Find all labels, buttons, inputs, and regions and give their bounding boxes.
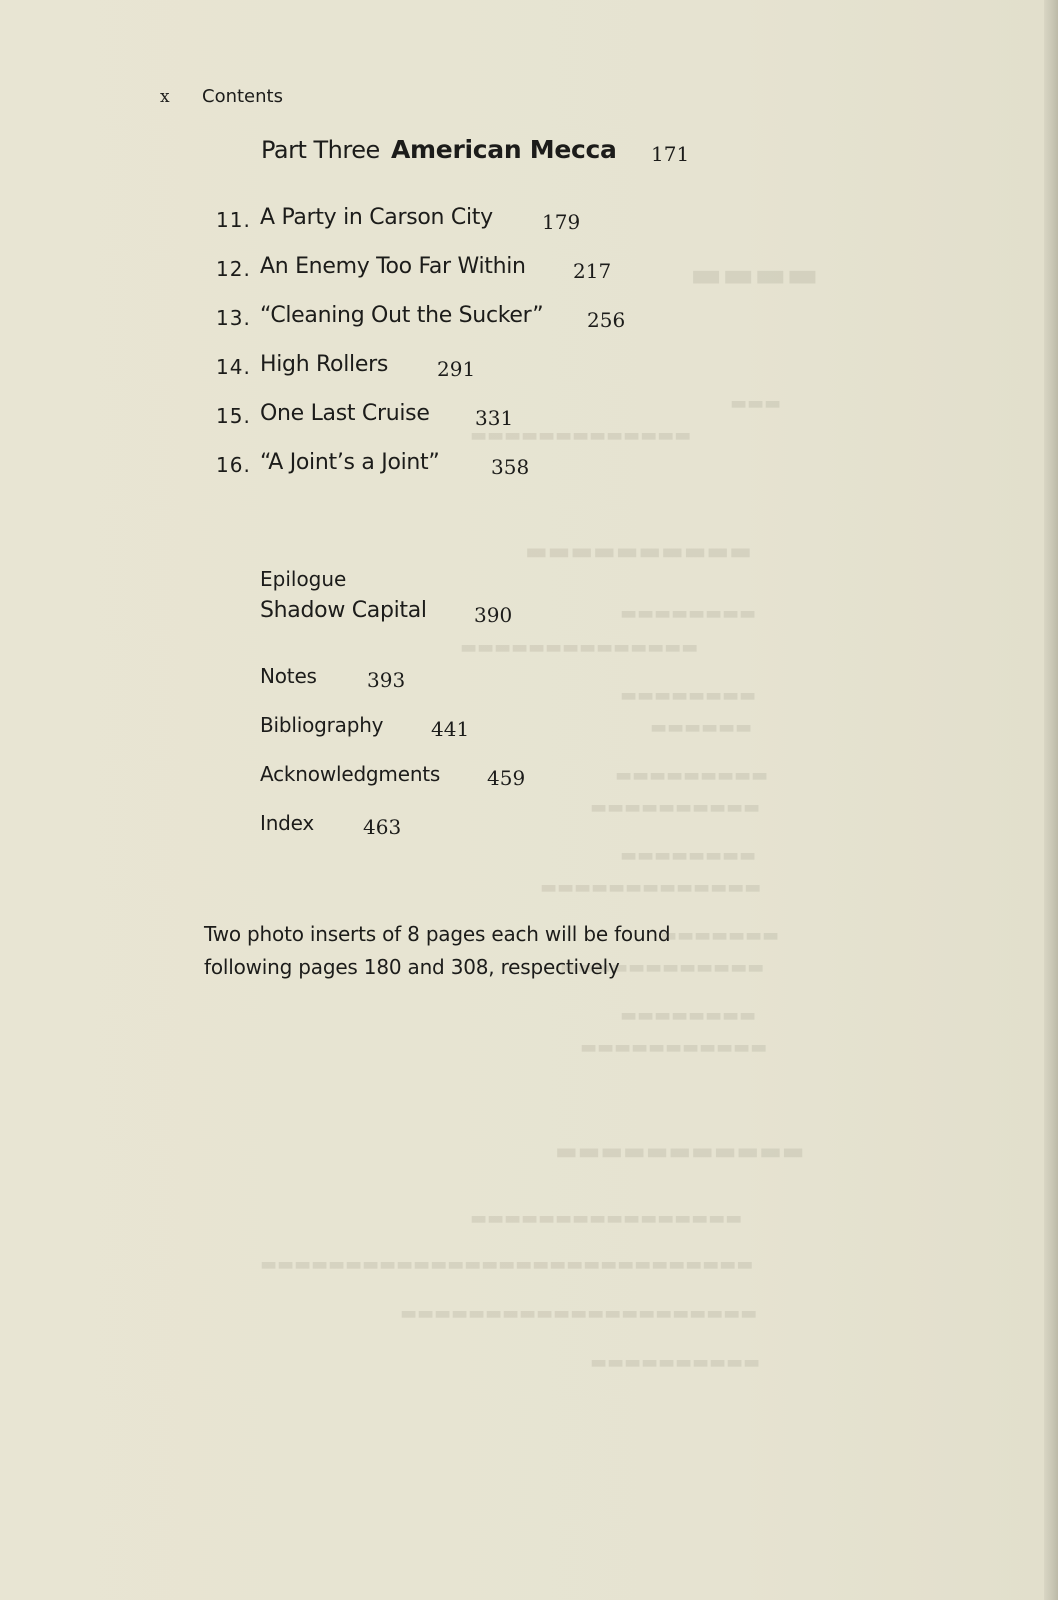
back-matter-title: Acknowledgments <box>260 762 441 786</box>
chapter-title: High Rollers <box>260 352 388 377</box>
chapter-number: 13. <box>216 306 251 330</box>
back-matter-page-number: 393 <box>367 668 406 692</box>
chapter-page-number: 358 <box>491 455 530 479</box>
chapter-page-number: 217 <box>573 259 612 283</box>
chapter-number: 11. <box>216 208 251 232</box>
chapter-title: “Cleaning Out the Sucker” <box>260 303 544 328</box>
page-folio: x <box>160 87 170 107</box>
page-edge-shadow <box>1044 0 1058 1600</box>
chapter-page-number: 331 <box>475 406 514 430</box>
chapter-page-number: 179 <box>542 210 581 234</box>
chapter-page-number: 291 <box>437 357 476 381</box>
book-page: ▬▬▬▬ ▬▬▬ ▬▬▬▬▬▬▬▬▬▬▬▬▬ ▬▬▬▬▬▬▬▬▬▬ ▬▬▬▬▬▬▬▬ ▬▬▬▬▬▬▬▬▬▬▬▬▬▬ ▬▬▬▬▬▬▬▬ ▬▬▬▬▬▬ ▬▬▬▬▬▬▬▬▬ ▬▬▬▬▬▬▬▬▬▬ ▬▬▬▬▬▬▬▬ ▬▬▬▬▬▬▬▬▬▬▬▬▬ ▬▬▬▬▬▬▬ ▬▬▬▬▬▬▬▬▬▬▬▬ ▬▬▬▬▬▬▬▬ ▬▬▬▬▬▬▬▬▬▬▬ ▬▬▬▬▬▬▬▬▬▬▬ ▬▬▬▬▬▬▬▬▬▬▬▬▬▬▬▬ ▬▬▬▬▬▬▬▬▬▬▬▬▬▬▬▬▬▬▬▬▬▬▬▬▬▬▬▬▬ ▬▬▬▬▬▬▬▬▬▬▬▬▬▬▬▬▬▬▬▬▬ ▬▬▬▬▬▬▬▬▬▬ x Contents Part Three American Mecca 171 11. A Party in Carson City 179 12. An Enemy Too Far Within 217 13. “Cleaning Out the Sucker” 256 14. High Rollers 291 15. One Last Cruise 331 16. “A Joint’s a Joint” 358 Epilogue Shadow Capital 390 Notes 393 Bibliography 441 Acknowledgments 459 Index 463 Two photo inserts of 8 pages each will be found following pages 180 and 308, respectively <box>0 0 1044 1600</box>
chapter-title: An Enemy Too Far Within <box>260 254 526 279</box>
part-title: American Mecca <box>391 135 617 164</box>
photo-insert-note-line: Two photo inserts of 8 pages each will be found <box>204 922 671 946</box>
epilogue-label: Epilogue <box>260 567 347 591</box>
running-title: Contents <box>202 86 283 107</box>
chapter-number: 15. <box>216 404 251 428</box>
back-matter-page-number: 459 <box>487 766 526 790</box>
chapter-page-number: 256 <box>587 308 626 332</box>
back-matter-page-number: 441 <box>431 717 470 741</box>
back-matter-page-number: 463 <box>363 815 402 839</box>
part-page-number: 171 <box>651 142 690 166</box>
back-matter-title: Index <box>260 811 315 835</box>
chapter-number: 12. <box>216 257 251 281</box>
back-matter-title: Bibliography <box>260 713 384 737</box>
back-matter-title: Notes <box>260 664 317 688</box>
chapter-number: 16. <box>216 453 251 477</box>
chapter-title: “A Joint’s a Joint” <box>260 450 440 475</box>
chapter-title: One Last Cruise <box>260 401 430 426</box>
chapter-number: 14. <box>216 355 251 379</box>
epilogue-title: Shadow Capital <box>260 598 427 623</box>
chapter-title: A Party in Carson City <box>260 205 493 230</box>
photo-insert-note-line: following pages 180 and 308, respectively <box>204 955 620 979</box>
epilogue-page-number: 390 <box>474 603 513 627</box>
photo-insert-note <box>204 918 724 984</box>
part-label: Part Three <box>261 136 380 164</box>
